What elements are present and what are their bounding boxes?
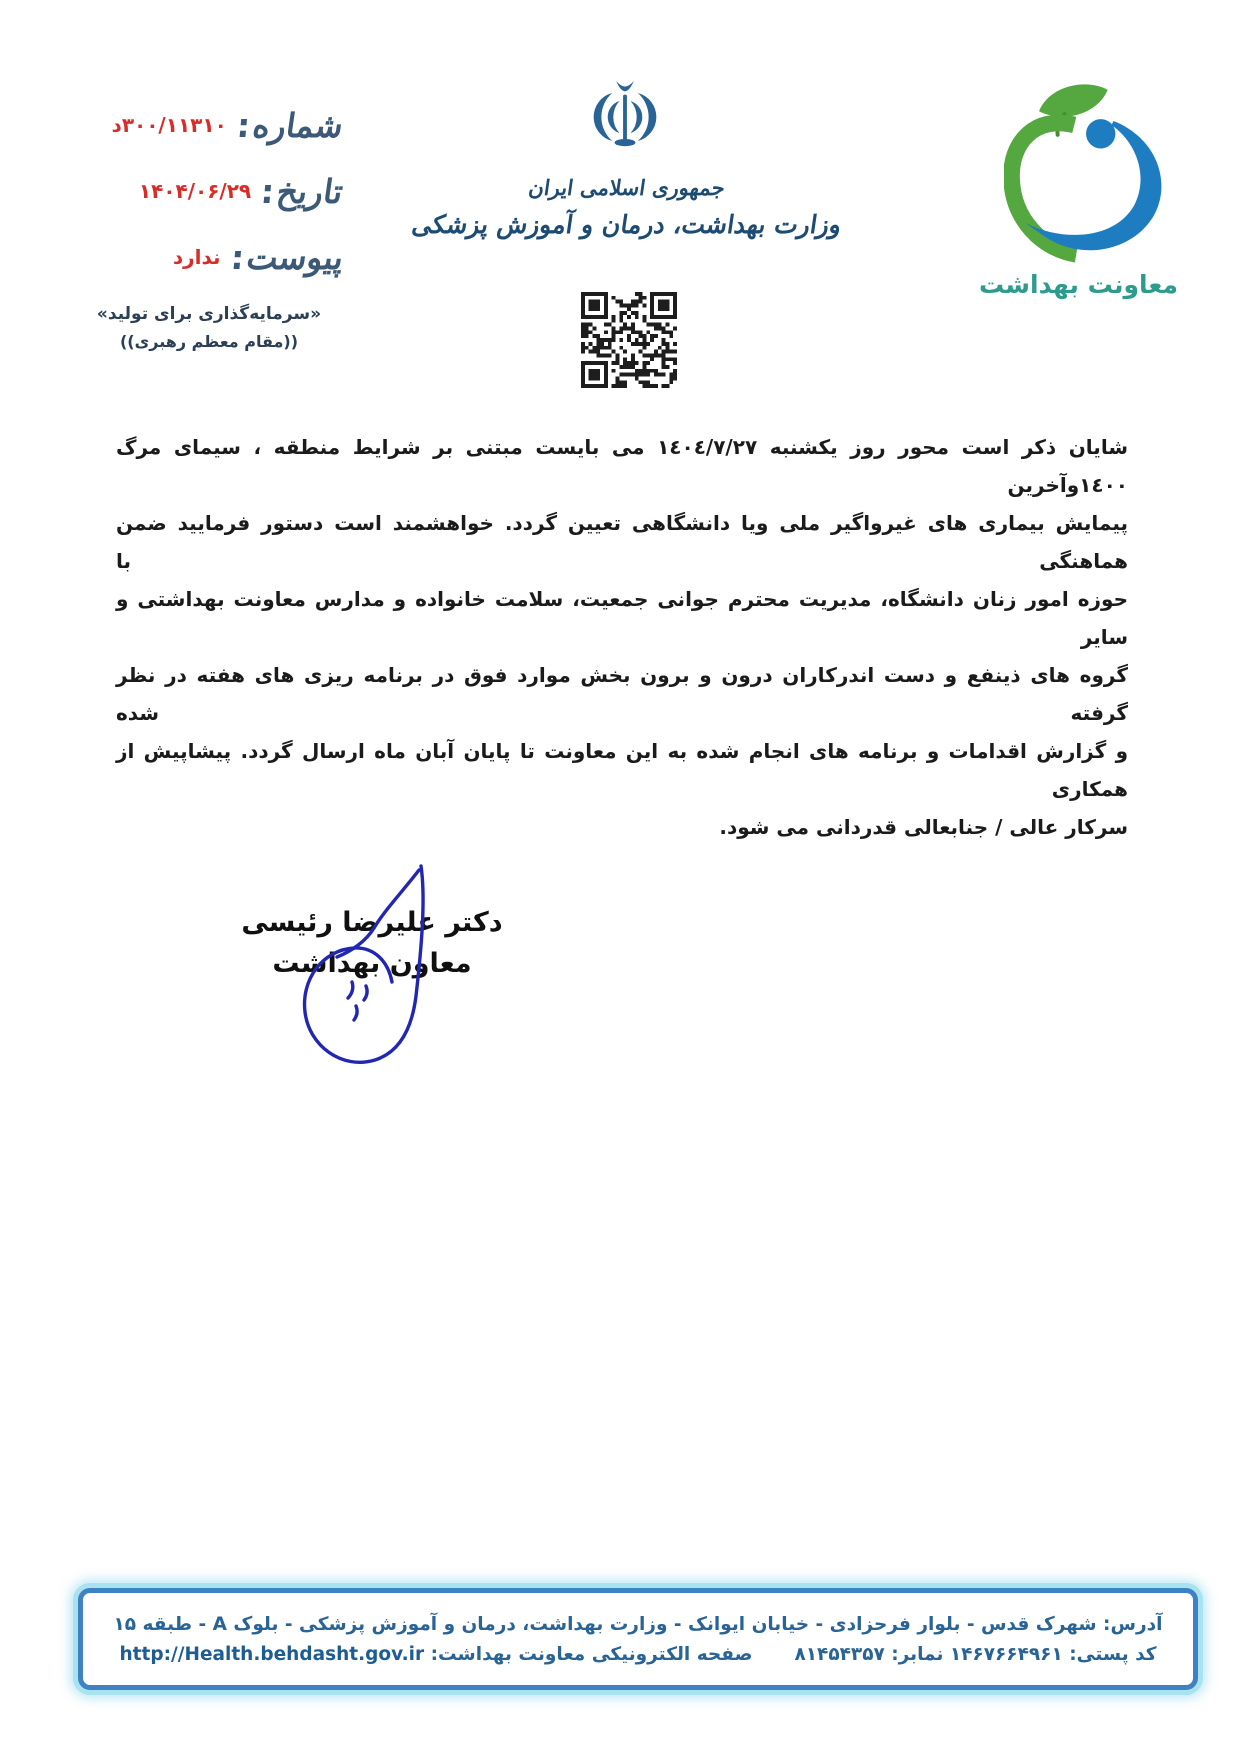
letter-attachment-value: ندارد — [172, 245, 221, 269]
letter-number-row — [78, 92, 343, 158]
letter-date-label: تاريخ: — [259, 171, 343, 211]
body-line: حوزه امور زنان دانشگاه، مدیریت محترم جوانی جمعیت، سلامت خانواده و مدارس معاونت بهداشتی و سایر — [116, 587, 1128, 649]
handwritten-signature — [280, 852, 444, 1072]
body-line: سرکار عالی / جنابعالی قدردانی می شود. — [719, 815, 1128, 839]
slogan-line-2: ((مقام معظم رهبری)) — [119, 332, 299, 351]
letterhead-meta — [78, 92, 343, 351]
logo-caption: معاونت بهداشت — [978, 270, 1178, 299]
national-header — [408, 74, 842, 239]
letter-attachment-label: پیوست: — [228, 237, 343, 277]
header-country-line: جمهوری اسلامی ایران — [525, 176, 725, 200]
letter-number-label: شماره: — [234, 105, 343, 145]
footer-site-label: صفحه الکترونیکی معاونت بهداشت: — [430, 1643, 753, 1665]
letter-attachment-row — [78, 224, 343, 290]
letter-number-value: ۳۰۰/۱۱۳۱۰د — [111, 113, 227, 137]
body-line: پیمایش بیماری های غیرواگیر ملی ویا دانشگاهی تعیین گردد. خواهشمند است دستور فرمایید ضمن هماهنگی با — [116, 511, 1128, 573]
footer-postal-fax: کد پستی: ۱۴۶۷۶۶۴۹۶۱ نمابر: ۸۱۴۵۴۳۵۷ — [794, 1643, 1157, 1665]
signatory-name: دکتر علیرضا رئیسی — [241, 907, 503, 938]
signatory-title: معاون بهداشت — [272, 948, 472, 979]
footer-site-url: http://Health.behdasht.gov.ir — [119, 1643, 425, 1665]
letter-date-value: ۱۴۰۴/۰۶/۲۹ — [138, 179, 252, 203]
apple-figure-logo-icon — [1004, 76, 1172, 268]
header-ministry-line: وزارت بهداشت، درمان و آموزش پزشکی — [408, 210, 842, 239]
body-line: گروه های ذینفع و دست اندرکاران درون و برون بخش موارد فوق در برنامه ریزی های هفته در نظر گرفته شده — [116, 663, 1128, 725]
qr-code — [578, 292, 680, 388]
letter-date-row — [78, 158, 343, 224]
slogan-line-1: «سرمایه‌گذاری برای تولید» — [96, 304, 322, 324]
footer-address-box — [78, 1588, 1198, 1690]
health-deputy-logo — [978, 76, 1178, 299]
body-line: شایان ذکر است محور روز یکشنبه ۱٤۰٤/۷/۲۷ می بایست مبتنی بر شرایط منطقه ، سیمای مرگ ۱٤۰۰وآخرین — [116, 435, 1128, 497]
body-line: و گزارش اقدامات و برنامه های انجام شده به این معاونت تا پایان آبان ماه ارسال گردد. پیشاپیش از همکاری — [116, 739, 1128, 801]
footer-contact-line — [99, 1644, 1177, 1665]
iran-emblem-icon — [585, 74, 665, 160]
letter-body — [116, 428, 1128, 846]
footer-address-line: آدرس: شهرک قدس - بلوار فرحزادی - خیابان ایوانک - وزارت بهداشت، درمان و آموزش پزشکی - بلوک A - طبقه ۱۵ — [113, 1613, 1163, 1635]
